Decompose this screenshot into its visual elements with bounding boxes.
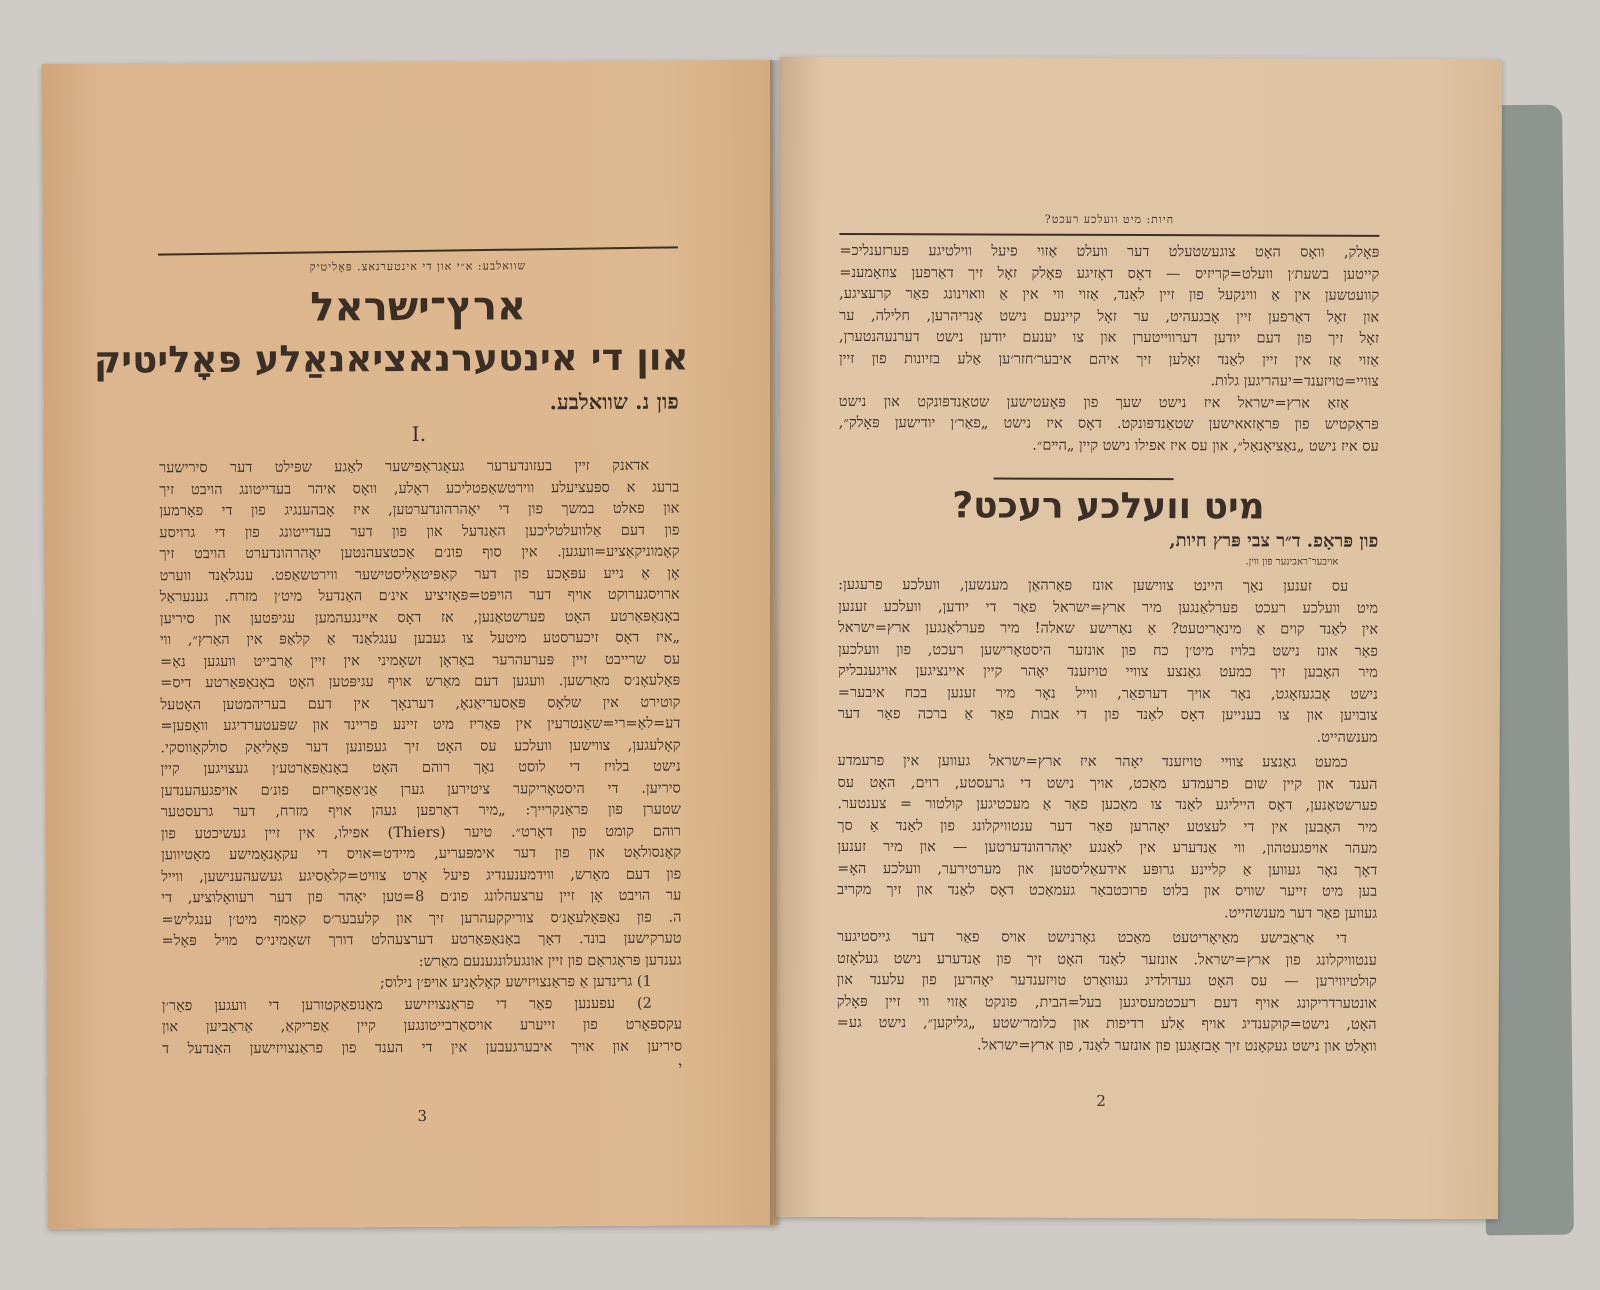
author-title: אויבער־ראבינער פון ווין. — [1245, 556, 1339, 568]
text-line: דע=לאַ=רי=שאַנטרעין אין פּאַריז מיט זיינע פריינד און שפּעטערדיגע וואָפען= — [160, 715, 681, 735]
text-line: קוועטשען אין אַ ווינקעל פון זיין לאַנד, אַזוי ווי אין אַ וואוינונג פאַר קרעציגע, — [839, 285, 1380, 304]
text-line: מיר האָבען אין די לעצטע יאָהרען פאַר דער ענטוויקלונג פון לאַנד אַ סך — [837, 817, 1378, 836]
list-item-line: סיריען און אויך איבערגעבען אין די הענד פון פראַנצויזישען האַנדעל ד — [162, 1038, 683, 1057]
text-line: עס זענען נאָך היינט צווישען אונז פאַרהאַן מענשען, וועלכע פרעגען: — [838, 576, 1349, 595]
previous-article-ending — [839, 241, 1380, 458]
left-page — [42, 60, 778, 1229]
text-line: סיריען. די היסטאָריקער ציטירען גערן אַנ׳אַפאָריזם פונ׳ם אויפגעהענדען — [160, 780, 681, 799]
text-line: געווען פאַר דער מענשהייט. — [1224, 904, 1378, 922]
text-line: קאָנסולאַט און פון דער אימפּעריע, מיידט=אויס די עקאָנאָמישע מאָטיווען — [161, 844, 682, 864]
text-line: ארויסגערוקט אויף דער הויפּט=פּאָזיציע אינ׳ם האַנדעל מיט׳ן מזרח. גענעראַל — [159, 586, 680, 606]
text-line: און זאָל דאַרפען זיין אָבגעהיט, ער זאָל קיינעם נישט אָנריהרען, חלילה, ער — [839, 307, 1380, 326]
text-line: באָנאַפּאַרטע האָט פערשטאַנען, אז דאָס איינגעהמען עגיפּטען און סיריען — [159, 608, 680, 627]
text-line: אונטערדריקונג אויף דעם רעכטמעסיגען בעל=הבית, פונקט אַזוי ווי זיין פּאָלק — [836, 993, 1377, 1012]
text-line: פון דעם אַלוועלטליכען האַנדעל און פון דער בעדייטונג פון די גרויסע — [159, 522, 680, 541]
article-title: מיט וועלכע רעכט? — [952, 485, 1265, 528]
article-separator-rule — [994, 477, 1174, 480]
text-line: „איז דאָס זיכערסטע מיטעל צו געבען ענגלאַנד אַ קלאַפּ אין האַרץ״, ווי — [159, 629, 681, 649]
text-line: שטערן פון פראַנקרייך: „מיר דאַרפען געהן אויף מזרח, דער גרעסטער — [160, 801, 681, 821]
text-line: צובויען און צו בענייען דאָס לאַנד פון די אבות פאַר אַ ברכה פאַר דער — [837, 705, 1378, 724]
text-line: פּאָלק, וואָס האָט צוגעשטעלט דער וועלט אַזוי פיעל ווילטיגע פּערזענליכ= — [839, 242, 1380, 261]
text-line: מיט וועלכע רעכט פערלאַנגען מיר ארץ=ישראל פאַר די יודען, וועלכע זענען — [838, 598, 1379, 617]
text-line: פּאָלעאָנ׳ס מאַרשען. וועגען דעם מאַרש אויף עגיפּטען האָט באָנאַפּאַרטע דיס= — [160, 672, 681, 692]
text-line: פּראַקטיש פון פּראָזאאישען שטאַנדפּונקט. דאָס איז נישט „פאַר׳ן יודישען פּאָלק״, — [838, 414, 1379, 433]
running-head: חיות: מיט וועלכע רעכט? — [1044, 212, 1175, 227]
book-gutter — [770, 60, 782, 1225]
text-line: פון דעם מאַרש, ווידמענענדיג פיעל אָרט צוויט=קלאַסיגע געשעהענישען, ווייל — [161, 866, 682, 885]
text-line: דאָך נאָר געווען אַ קליינע גרופּע אידעאַליסטען און מערטירער, וועלכע האָ= — [837, 860, 1378, 879]
text-line: אדאנק זיין בעזונדערער געאָגראַפישער לאַגע שפּילט דער סירישער — [159, 457, 650, 477]
text-line: מענשהייט. — [1316, 729, 1378, 746]
text-line: ברעג א ספּעציעלע ווירטשאַפטליכע ראָלע, וואָס איהר בעדייטונג הויבט זיך — [159, 479, 680, 498]
text-line: פערשטאַנען, דאָס הייליגע לאַנד צו מאַכען פאַר אַ מעכטיגען קולטור = צענטער. — [837, 795, 1378, 814]
text-line: מיר האָבען זיך כמעט גאַנצע צוויי טויזענד יאָהר קיין איינציגען אויגענבליק — [837, 662, 1378, 681]
list-item-line: עקספּאָרט פון זייערע אויסאַרבייטונגען קיין אַפריקאַ, אַראַביען און — [161, 1016, 683, 1036]
text-line: קאָמוניקאַציע=וועגען. אין סוף פונ׳ם אַכטצעהנטען יאָהרהונדערט הויבט זיך — [159, 543, 680, 563]
text-line: בען מיט זייער שוויס און בלוט פרוכטבאַר געמאַכט דאָס לאַנד און זיך מקריב — [837, 881, 1378, 900]
header-rule — [839, 233, 1379, 237]
text-line: צוויי=טויזענד=יעהריגען גלות. — [1210, 373, 1379, 390]
text-line: ה. פון נאַפּאָלעאָנ׳ס צוריקקעהרען זיך און קלעבער׳ס קאַמף מיט׳ן ענגליש= — [161, 909, 682, 928]
article-body — [159, 456, 682, 1082]
article-title-line1: ארץ־ישראל — [310, 283, 527, 331]
article-body — [837, 575, 1379, 1058]
text-line: עס שרייבט זיין פּערעהרער באַראָן זשאָמיני אין זיין אַרבייט וועגען נאַ= — [160, 651, 681, 670]
text-line: כמעט גאַנצע צוויי טויזענד יאָהר איז ארץ=ישראל געווען אין פרעמדע — [837, 752, 1348, 771]
text-line: האָט, נישט=קוקענדיג אויף אַלע רדיפות און כלומר׳שטע „גליקען״, נישט גע= — [836, 1014, 1377, 1033]
running-head: שוואלבע: א״י און די אינטערנאצ. פּאָליטיק — [309, 259, 527, 274]
article-author: פון נ. שוואלבע. — [549, 388, 679, 415]
text-line: פאַר אונז נישט בלויז מיט׳ן כח פון אונזער היסטאָרישען רעכט, פון וועלכען — [837, 641, 1378, 660]
list-item-line: י — [678, 1059, 683, 1076]
text-line: טערקישען בונד. דאָך באָנאַפּאַרטע דערצעהלט דורך זשאָמיני׳ס מויל פּאָל= — [161, 930, 682, 950]
section-number: I. — [411, 421, 427, 446]
text-line: עס איז נישט „נאַציאָנאַל״, און עס איז אפילו נישט קיין „הײם״. — [1032, 437, 1379, 455]
text-line: וואָלט און נישט געקאָנט זיך אָבזאָגען פון אונזער לאַנד, פון ארץ=ישראל. — [977, 1036, 1377, 1055]
text-line: און פאלט במשך פון די יאָהרהונדערטען, איז אָבהענגיג פון די פאָרמען — [159, 500, 680, 520]
list-item-line: 1) גרינדען אַ פראַנצויזישע קאָלאָניע אויפ׳ן נילוס; — [379, 973, 652, 992]
text-line: זאָל זיך פון דעם יודען דערווייטערן און צו יענעם יודען נישט דערנעהנטערן, — [839, 328, 1380, 347]
text-line: ענטוויקלונג פון ארץ=ישראל. אונזער לאַנד האָט זיך פון אַנדערע נישט געלאָזט — [836, 950, 1377, 969]
page-number: 2 — [1096, 1091, 1106, 1110]
text-line: נישט אָבגעזאָגט, נאָר אויך דערפאַר, ווייל נאָר מיר זענען בכח איבער= — [837, 684, 1378, 703]
text-line: קאָלעגען, צווישען וועלכע עס האָט זיך געפונען דער פּאָליאַק סולקאָווסקי. — [160, 737, 681, 756]
text-line: אַזאַ ארץ=ישראל איז נישט שעך פון פּאָעטישען שטאַנדפּונקט און נישט — [838, 393, 1349, 412]
text-line: גענדען פּראָגראַם פון זיין אונגעלונגענעם מאַרש: — [418, 952, 682, 970]
page-number: 3 — [417, 1106, 428, 1125]
text-line: די אַראַבישע מאַיאָריטעט מאַכט גאָרנישט אויס פאַר דער גייסטיגער — [836, 928, 1347, 947]
text-line: קולטיווירען — עס האָט געדולדיג געוואַרט טויזענדער יאָהרען פון עלענד און — [836, 971, 1377, 990]
header-rule — [158, 246, 678, 255]
text-line: קייטען בשעת׳ן וועלט=קריזיס — דאָס דאָזיגע פּאָלק זאָל זיך דאַרפען צוזאַמענ= — [839, 264, 1380, 283]
list-item-line: 2) עפענען פאַר די פראַנצויזישע מאַנופאַקטורען די וועגען פאַר׳ן — [161, 995, 652, 1014]
article-author: פון פּראָפ. ד״ר צבי פּרץ חיות, — [1169, 530, 1379, 552]
text-line: אַזוי אַז אין זיין לאַנד זאָלען זיך איהם איבער׳חזר׳ען אַלע בזיונות פון זיין — [838, 350, 1379, 369]
text-line: ער הויבט אָן זיין ערצעהלונג פונ׳ם 8=טען יאָהר פון דער רעוואָלוציע, די — [161, 887, 682, 907]
text-line: קוטירט אין שלאָס פּאַסעריאַנאָ, דערנאָך אין דעם בעריהמטען האָטעל — [160, 694, 681, 713]
text-line: רוהם קומט פון דאָרט״. טיער (Thiers) אפילו, אין זיין געשיכטע פון — [160, 823, 682, 842]
text-line: הענד און קיין שום פרעמדע מאַכט, אויך נישט די גרעסטע, רוים, האָט עס — [837, 774, 1378, 793]
article-title-line2: און די אינטערנאציאנאַלע פּאָליטיק — [93, 335, 689, 382]
text-line: נישט בלויז די לוסט נאָך רוהם האָט באָנאַפּאַרטע׳ן געצויגען קיין — [160, 758, 681, 778]
text-line: מעהר אויפגעטהון, ווי אַנדערע אין לאַנגע יאָהרהונדערטען — און מיר זענען — [837, 838, 1378, 857]
text-line: אין לאַנד קוים אַ מינאָריטעט? אַ נאַרישע שאלה! מיר פערלאַנגען ארץ=ישראל — [838, 619, 1379, 638]
right-page — [776, 57, 1502, 1220]
text-line: אָן אַ נייע עפּאָכע פון דער קאַפּיטאַליסטישער ווירטשאַפט. ענגלאַנד ווערט — [159, 565, 680, 584]
